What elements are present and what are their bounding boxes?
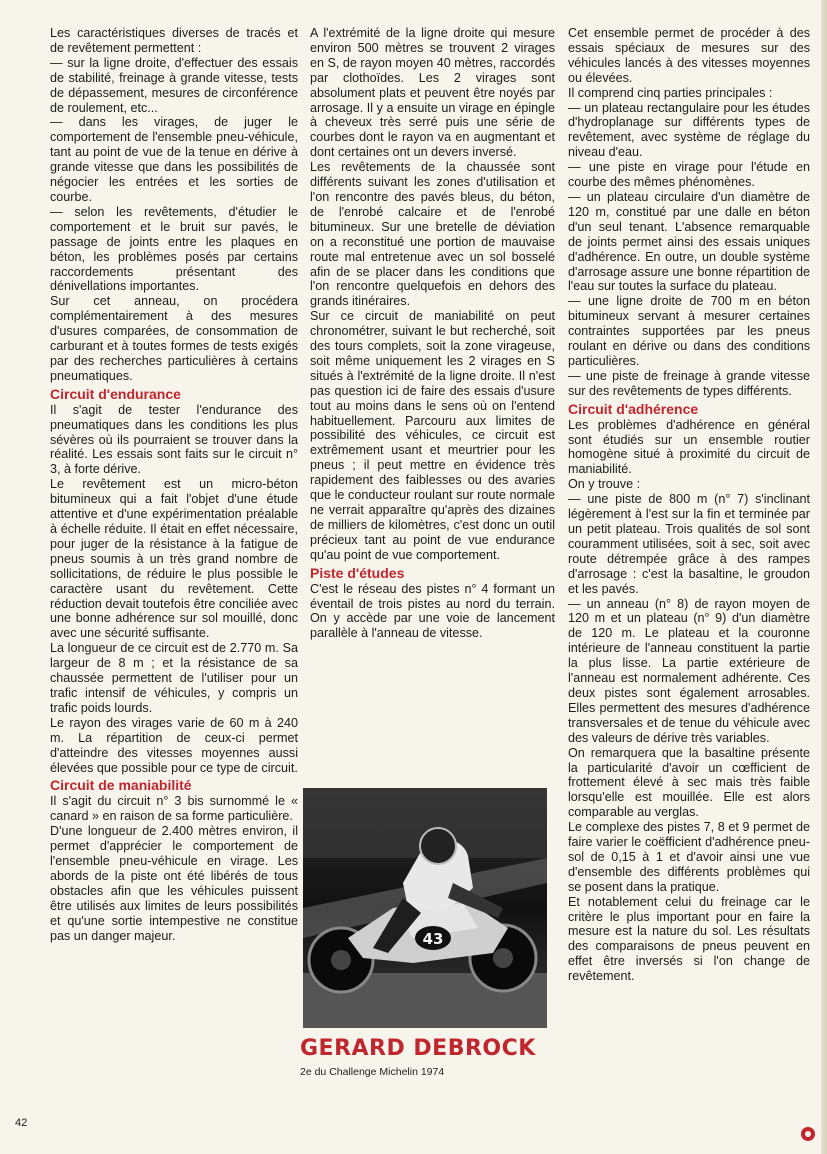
page-number: 42 bbox=[15, 1117, 28, 1129]
photo-caption: 2e du Challenge Michelin 1974 bbox=[300, 1066, 445, 1078]
paragraph: Le complexe des pistes 7, 8 et 9 permet de faire varier le coëfficient d'adhérence pneu-sol de 0,15 à 1 et d'avoir ainsi une vue d'ensemble des différents problèmes qui se posent dans la pratique. bbox=[568, 820, 810, 894]
paragraph: — une piste de freinage à grande vitesse sur des revêtements de types différents. bbox=[568, 368, 810, 398]
paragraph: Les revêtements de la chaussée sont différents suivant les zones d'utilisation et l'on rencontre des pavés bleus, du béton, de l'enrobé calcaire et de l'enrobé bitumineux. Sur une bretelle de déviation on a reconstitué une portion de mauvaise route mal entretenue avec un sol bosselé afin de se placer dans les conditions que l'on rencontre quelquefois en dehors des grands itinéraires. bbox=[310, 160, 555, 309]
paragraph: Les caractéristiques diverses de tracés et de revêtement permettent : bbox=[50, 26, 298, 55]
paragraph: — un plateau rectangulaire pour les études d'hydroplanage sur différents types de revêtement, avec système de réglage du niveau d'eau. bbox=[568, 100, 810, 160]
paragraph: On y trouve : bbox=[568, 477, 641, 492]
photo-headline: GERARD DEBROCK bbox=[300, 1036, 536, 1061]
paragraph: Le revêtement est un micro-béton bitumineux qui a fait l'objet d'une étude attentive et d'une expérimentation préalable à échelle réduite. Il était en effet nécessaire, pour juger de la résistance à la fatigue de pneus soumis à un très grand nombre de sollicitations, de réduire le plus possible le caractère usant du revêtement. Cette réduction devait toutefois être conciliée avec une bonne adhérence sur sol mouillé, donc avec une sécurité suffisante. bbox=[50, 477, 298, 641]
paragraph: — une piste en virage pour l'étude en courbe des mêmes phénomènes. bbox=[568, 160, 810, 190]
paragraph: Il comprend cinq parties principales : bbox=[568, 85, 773, 100]
paragraph: — une piste de 800 m (n° 7) s'inclinant légèrement à l'est sur la fin et terminée par un petit plateau. Trois qualités de sol sont couramment utilisées, soit à sec, soit avec route détrempée grâce à des rampes d'arrosage : c'est la basaltine, le groudon et les pavés. bbox=[568, 492, 810, 596]
paragraph: La longueur de ce circuit est de 2.770 m. Sa largeur de 8 m ; et la résistance de sa chaussée permettent de l'utiliser pour un trafic intensif de véhicules, y compris un trafic poids lourds. bbox=[50, 641, 298, 715]
paragraph: On remarquera que la basaltine présente la particularité d'avoir un cœfficient de frottement élevé à sec mais très faible lorsqu'elle est mouillée. Elle est alors comparable au verglas. bbox=[568, 745, 810, 820]
paragraph: — dans les virages, de juger le comportement de l'ensemble pneu-véhicule, tant au point de vue de la tenue en dérive à grande vitesse que dans les possibilités de négocier les entrées et les sorties de courbe. bbox=[50, 115, 298, 204]
motorcycle-photo bbox=[303, 788, 547, 1028]
paragraph: A l'extrémité de la ligne droite qui mesure environ 500 mètres se trouvent 2 virages en S, de rayon moyen 40 mètres, raccordés par clothoïdes. Les 2 virages sont absolument plats et peuvent être noyés par arrosage. Il y a ensuite un virage en épingle à cheveux très serré puis une série de courbes dont le rayon va en augmentant et dont certaines ont un devers inversé. bbox=[310, 26, 556, 160]
paragraph: — selon les revêtements, d'étudier le comportement et le bruit sur pavés, le passage de joints entre les plaques en béton, les problèmes posés par certains raccordements présentant des dénivellations importantes. bbox=[50, 204, 298, 294]
paragraph: Sur cet anneau, on procédera complémentairement à des mesures d'usures comparées, de consommation de carburant et à toutes formes de tests exigés par des recherches particulières à certains pneumatiques. bbox=[50, 294, 298, 383]
paragraph: — sur la ligne droite, d'effectuer des essais de stabilité, freinage à grande vitesse, tests de dépassement, mesures de circonférence de roulement, etc... bbox=[50, 55, 298, 115]
paragraph: Sur ce circuit de maniabilité on peut chronométrer, suivant le but recherché, soit des tours complets, soit la zone virageuse, soit même uniquement les 2 virages en S situés à l'extrémité de la ligne droite. Il n'est pas question ici de faire des essais d'usure tout au moins dans le sens où on l'entend habituellement. Parcouru aux limites de possibilité des véhicules, ce circuit est extrêmement usant et meurtrier pour les pneus ; il peut mettre en évidence très rapidement des faiblesses ou des avaries que le conducteur roulant sur route normale ne verrait apparaître qu'après des dizaines de milliers de kilomètres, c'est donc un outil précieux tant au point de vue endurance qu'au point de vue comportement. bbox=[310, 309, 555, 562]
paragraph: Et notablement celui du freinage car le critère le plus important pour en faire la mesure est la nature du sol. Les résultats des comparaisons de pneus peuvent en effet être inversés si l'on change de revêtement. bbox=[568, 894, 810, 984]
heading-circuit-endurance: Circuit d'endurance bbox=[50, 385, 181, 402]
heading-circuit-adherence: Circuit d'adhérence bbox=[568, 400, 699, 417]
paragraph: — une ligne droite de 700 m en béton bitumineux servant à mesurer certaines contraintes supportées par les pneus roulant en dérive ou dans des conditions particulières. bbox=[568, 294, 810, 368]
heading-circuit-maniabilite: Circuit de maniabilité bbox=[50, 777, 192, 794]
end-of-article-icon bbox=[801, 1127, 815, 1141]
column-2 bbox=[310, 26, 555, 641]
race-number: 43 bbox=[422, 930, 444, 948]
heading-piste-etudes: Piste d'études bbox=[310, 564, 405, 581]
paragraph: — un plateau circulaire d'un diamètre de 120 m, constitué par une dalle en béton d'un seul tenant. L'absence remarquable de joints permet ainsi des essais uniques d'adhérence. En outre, un double système d'arrosage assure une bonne répartition de l'eau sur toutes la surface du plateau. bbox=[568, 189, 810, 294]
column-3 bbox=[568, 26, 810, 984]
paragraph: Il s'agit de tester l'endurance des pneumatiques dans les conditions les plus sévères où ils pourraient se trouver dans la réalité. Les essais sont faits sur le circuit n° 3, à forte dérive. bbox=[50, 402, 298, 477]
column-1 bbox=[50, 26, 298, 943]
paragraph: Il s'agit du circuit n° 3 bis surnommé le « canard » en raison de sa forme particulière. bbox=[50, 794, 298, 824]
paragraph: Cet ensemble permet de procéder à des essais spéciaux de mesures sur des véhicules lancés à des vitesses moyennes ou élevées. bbox=[568, 26, 810, 85]
paragraph: — un anneau (n° 8) de rayon moyen de 120 m et un plateau (n° 9) d'un diamètre de 120 m. Le plateau et la couronne intérieure de l'anneau constituent la partie la plus lisse. La partie extérieure de l'anneau est normalement adhérente. Ces deux pistes sont également arrosables. Elles permettent des mesures d'adhérence transversales et de tenue du véhicule avec des valeurs de dérive très variables. bbox=[568, 596, 810, 745]
paragraph: D'une longueur de 2.400 mètres environ, il permet d'apprécier le comportement de l'ensemble pneu-véhicule en virage. Les abords de la piste ont été libérés de tous obstacles afin que les véhicules puissent être utilisés aux limites de leurs possibilités et qu'une sortie intempestive ne constitue pas un danger majeur. bbox=[50, 824, 298, 943]
paragraph: Le rayon des virages varie de 60 m à 240 m. La répartition de ceux-ci permet d'atteindre des vitesses moyennes aussi élevées que possible pour ce type de circuit. bbox=[50, 715, 298, 775]
paragraph: Les problèmes d'adhérence en général sont étudiés sur un ensemble routier homogène situé à proximité du circuit de maniabilité. bbox=[568, 417, 810, 477]
motorcycle-racer-image bbox=[303, 788, 547, 1028]
paragraph: C'est le réseau des pistes n° 4 formant un éventail de trois pistes au nord du terrain. On y accède par une voie de lancement parallèle à l'anneau de vitesse. bbox=[310, 581, 555, 641]
page-edge bbox=[821, 0, 827, 1154]
